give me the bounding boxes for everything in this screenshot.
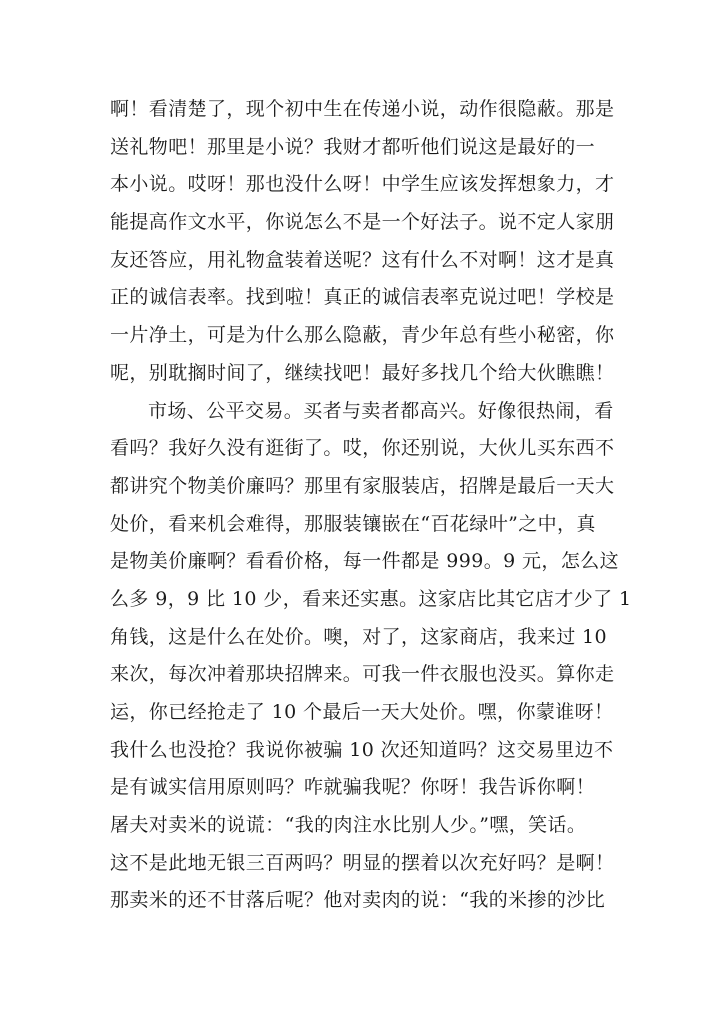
body-text [110, 91, 632, 920]
text-line: 角钱，这是什么在处价。噢，对了，这家商店，我来过 10 [110, 625, 608, 648]
text-line: 市场、公平交易。买者与卖者都高兴。好像很热闹，看 [148, 399, 614, 422]
text-line: 屠夫对卖米的说谎：“我的肉注水比别人少。”嘿，笑话。 [110, 814, 587, 837]
text-line: 运，你已经抢走了 10 个最后一天大处价。嘿，你蒙谁呀！ [110, 701, 614, 723]
text-line: 来次，每次冲着那块招牌来。可我一件衣服也没买。算你走 [110, 663, 615, 686]
text-line: 都讲究个物美价廉吗？那里有家服装店，招牌是最后一天大 [110, 474, 615, 497]
text-line: 我什么也没抢？我说你被骗 10 次还知道吗？这交易里边不 [110, 738, 614, 761]
text-line: 这不是此地无银三百两吗？明显的摆着以次充好吗？是啊！ [110, 851, 615, 874]
text-line: 友还答应，用礼物盒装着送呢？这有什么不对啊！这才是真 [110, 248, 615, 271]
text-line: 呢，别耽搁时间了，继续找吧！最好多找几个给大伙瞧瞧！ [110, 361, 615, 384]
text-line: 处价，看来机会难得，那服装镶嵌在“百花绿叶”之中，真 [110, 512, 596, 535]
text-line: 一片净土，可是为什么那么隐蔽，青少年总有些小秘密，你 [110, 324, 615, 347]
text-line: 是有诚实信用原则吗？咋就骗我呢？你呀！我告诉你啊！ [110, 776, 596, 799]
text-line: 能提高作文水平，你说怎么不是一个好法子。说不定人家朋 [110, 211, 615, 234]
text-line: 啊！看清楚了，现个初中生在传递小说，动作很隐蔽。那是 [110, 98, 615, 120]
text-line: 正的诚信表率。找到啦！真正的诚信表率克说过吧！学校是 [110, 286, 615, 309]
text-line: 是物美价廉啊？看看价格，每一件都是 999。9 元，怎么这 [110, 550, 620, 573]
text-line: 看吗？我好久没有逛街了。哎，你还别说，大伙儿买东西不 [110, 437, 615, 460]
text-line: 么多 9，9 比 10 少，看来还实惠。这家店比其它店才少了 1 [110, 587, 632, 610]
text-line: 送礼物吧！那里是小说？我财才都听他们说这是最好的一 [110, 135, 596, 158]
text-line: 本小说。哎呀！那也没什么呀！中学生应该发挥想象力，才 [110, 173, 615, 196]
text-line: 那卖米的还不甘落后呢？他对卖肉的说：“我的米掺的沙比 [110, 889, 606, 912]
